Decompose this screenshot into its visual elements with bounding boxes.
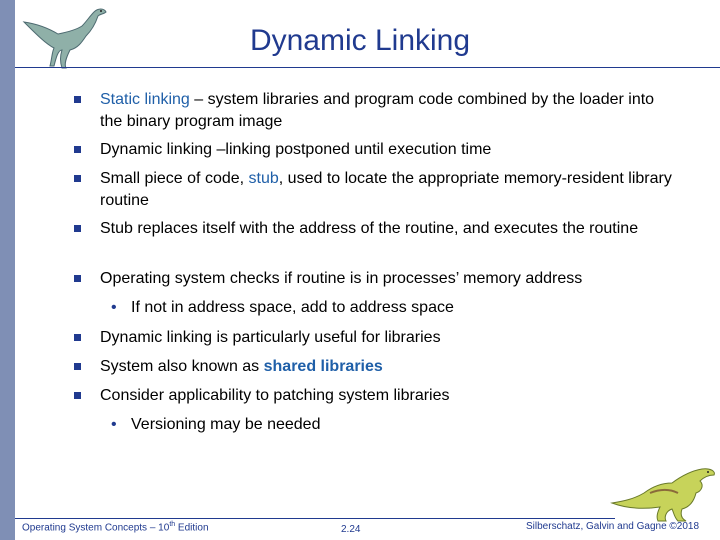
bullet-text-pre: System also known as xyxy=(100,358,264,375)
bullet-shared-libraries xyxy=(100,356,675,378)
footer-divider xyxy=(15,518,615,519)
footer-book-title xyxy=(22,521,209,533)
square-bullet-icon xyxy=(74,363,81,370)
square-bullet-icon xyxy=(74,146,81,153)
footer-book-text: Operating System Concepts – 10 xyxy=(22,522,170,534)
footer-copyright: Silberschatz, Galvin and Gagne ©2018 xyxy=(526,521,700,532)
square-bullet-icon xyxy=(74,225,81,232)
bullet-text: Dynamic linking is particularly useful for libraries xyxy=(100,329,441,346)
bullet-os-checks xyxy=(100,268,675,290)
footer-book-sup: th xyxy=(169,521,176,528)
dinosaur-bottom-icon xyxy=(610,463,720,525)
bullet-useful-libraries xyxy=(100,327,675,349)
bullet-highlight: shared libraries xyxy=(263,358,383,375)
bullet-text: Dynamic linking –linking postponed until execution time xyxy=(100,141,492,158)
bullet-stub-replaces xyxy=(100,218,675,240)
bullet-dynamic-linking xyxy=(100,139,675,161)
bullet-text-pre: Small piece of code, xyxy=(100,170,249,187)
sub-bullet-text: If not in address space, add to address space xyxy=(131,299,454,316)
dot-bullet-icon: • xyxy=(111,416,117,433)
bullet-text: Operating system checks if routine is in processes’ memory address xyxy=(100,270,583,287)
square-bullet-icon xyxy=(74,175,81,182)
square-bullet-icon xyxy=(74,334,81,341)
square-bullet-icon xyxy=(74,275,81,282)
bullet-patching xyxy=(100,385,675,407)
bullet-stub xyxy=(100,168,675,212)
sub-bullet-text: Versioning may be needed xyxy=(131,416,321,433)
footer-page-number: 2.24 xyxy=(341,524,361,535)
bullet-text-post: , used to locate the appropriate memory-resident library routine xyxy=(100,170,672,209)
bullet-static-linking xyxy=(100,89,675,133)
bullet-text: – system libraries and program code combined by the loader into the binary program image xyxy=(100,91,655,130)
sub-bullet-versioning xyxy=(111,414,691,436)
dot-bullet-icon: • xyxy=(111,299,117,316)
footer-book-edition: Edition xyxy=(175,522,209,534)
square-bullet-icon xyxy=(74,96,81,103)
bullet-highlight: stub xyxy=(248,170,279,187)
bullet-text: Consider applicability to patching system libraries xyxy=(100,387,450,404)
bullet-highlight: Static linking xyxy=(100,91,190,108)
slide-title: Dynamic Linking xyxy=(249,24,471,57)
square-bullet-icon xyxy=(74,392,81,399)
sub-bullet-address-space xyxy=(111,297,691,319)
bullet-text: Stub replaces itself with the address of the routine, and executes the routine xyxy=(100,220,639,237)
